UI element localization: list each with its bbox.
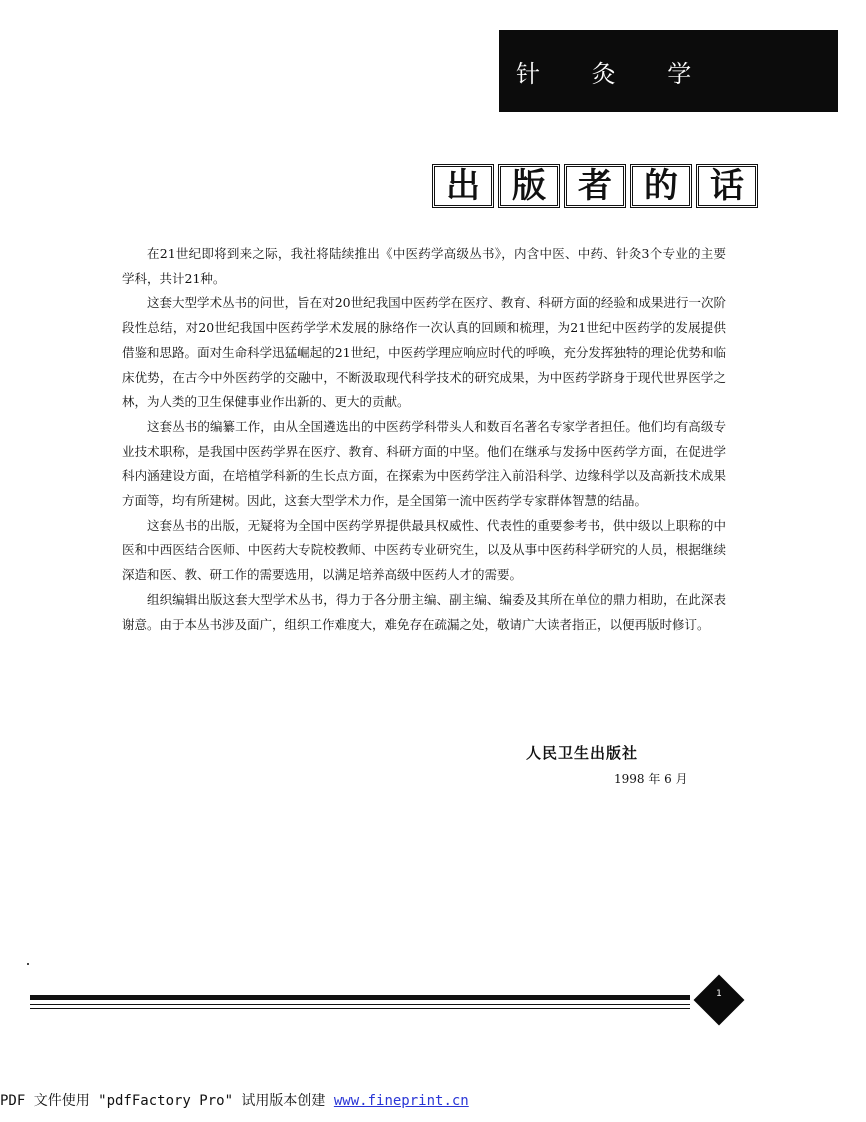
- body-paragraph: 这套大型学术丛书的问世，旨在对20世纪我国中医药学在医疗、教育、科研方面的经验和成果进行一次阶段性总结，对20世纪我国中医药学学术发展的脉络作一次认真的回顾和梳理，为21世纪中医药学的发展提供借鉴和思路。面对生命科学迅猛崛起的21世纪，中医药学理应响应时代的呼唤，充分发挥独特的理论优势和临床优势，在古今中外医药学的交融中，不断汲取现代科学技术的研究成果，为中医药学跻身于现代世界医学之林，为人类的卫生保健事业作出新的、更大的贡献。: [122, 295, 726, 410]
- footer-rule-thin: [30, 1008, 690, 1009]
- watermark-text: PDF 文件使用 "pdfFactory Pro" 试用版本创建: [0, 1093, 334, 1109]
- body-paragraph: 在21世纪即将到来之际，我社将陆续推出《中医药学高级丛书》，内含中医、中药、针灸3个专业的主要学科，共计21种。: [122, 246, 726, 286]
- body-paragraph: 组织编辑出版这套大型学术丛书，得力于各分册主编、副主编、编委及其所在单位的鼎力相助，在此深表谢意。由于本丛书涉及面广，组织工作难度大，难免存在疏漏之处，敬请广大读者指正，以便再版时修订。: [122, 591, 726, 632]
- publisher-signature: 人民卫生出版社: [526, 744, 639, 762]
- scan-dot: [27, 963, 29, 965]
- watermark-link[interactable]: www.fineprint.cn: [333, 1093, 469, 1109]
- page-heading: [432, 164, 758, 208]
- pdf-watermark: [0, 1090, 469, 1110]
- page-diamond-icon: [694, 975, 745, 1026]
- footer-rule-thin: [30, 1004, 690, 1005]
- page-number: 1: [716, 989, 722, 999]
- heading-char: 出: [432, 164, 494, 208]
- heading-char: 话: [696, 164, 758, 208]
- heading-char: 者: [564, 164, 626, 208]
- heading-char: 的: [630, 164, 692, 208]
- footer-rule: [30, 995, 690, 1000]
- body-paragraph: 这套丛书的出版，无疑将为全国中医药学界提供最具权威性、代表性的重要参考书，供中级以上职称的中医和中西医结合医师、中医药大专院校教师、中医药专业研究生，以及从事中医药科学研究的人员，根据继续深造和医、教、研工作的需要选用，以满足培养高级中医药人才的需要。: [122, 517, 726, 583]
- header-title: 针 灸 学: [516, 60, 714, 88]
- signature-date: 1998 年 6 月: [614, 772, 688, 786]
- heading-char: 版: [498, 164, 560, 208]
- body-paragraph: 这套丛书的编纂工作，由从全国遴选出的中医药学科带头人和数百名著名专家学者担任。他们均有高级专业技术职称，是我国中医药学界在医疗、教育、科研方面的中坚。他们在继承与发扬中医药学方面，在促进学科内涵建设方面，在培植学科新的生长点方面，在探索为中医药学注入前沿科学、边缘科学以及高新技术成果方面等，均有所建树。因此，这套大型学术力作，是全国第一流中医药学专家群体智慧的结晶。: [122, 418, 726, 509]
- body-text: [122, 242, 726, 637]
